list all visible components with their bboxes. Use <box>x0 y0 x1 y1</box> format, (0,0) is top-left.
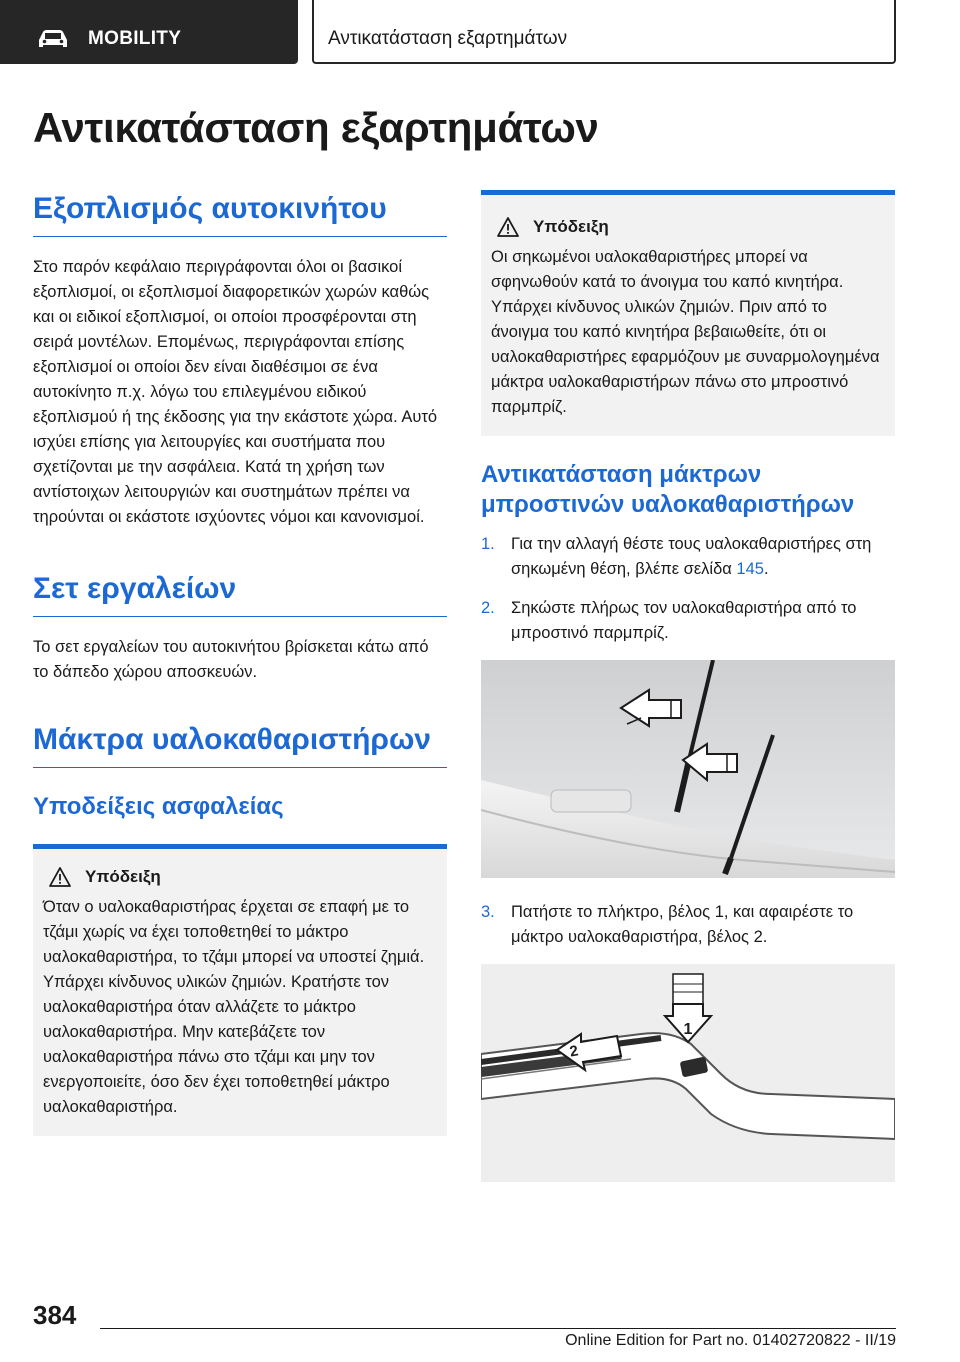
wipers-heading: Μάκτρα υαλοκαθαριστήρων <box>33 721 447 768</box>
replace-heading: Αντικατάσταση μάκτρων μπροστινών υαλοκαθαριστήρων <box>481 461 855 518</box>
wiper-raised-figure <box>481 660 895 878</box>
page-number: 384 <box>33 1300 77 1330</box>
hood-notice <box>481 190 895 436</box>
notice-text: Όταν ο υαλοκαθαριστήρας έρχεται σε επαφή με το τζάμι χωρίς να έχει τοποθετηθεί το μάκτρο υαλοκαθαριστήρα, το τζάμι μπορεί να υποστεί ζημιά. Υπάρχει κίνδυνος υλικών ζημιών. Κρατήστε τον υαλοκαθαριστήρα όταν αλλάζετε το μάκτρο υαλοκαθαριστήρα. Μην κατεβάζετε τον υαλοκαθαριστήρα πάνω στο τζάμι και μην τον ενεργοποιείτε, όσο δεν έχει τοποθετηθεί μάκτρο υαλοκαθαριστήρα. <box>43 898 425 1116</box>
equipment-text: Στο παρόν κεφάλαιο περιγράφονται όλοι οι βασικοί εξοπλισμοί, οι εξοπλισμοί διαφορετικών χωρών καθώς και οι ειδικοί εξοπλισμοί, οι οποίοι προσφέρονται στη σειρά μοντέλων. Επομένως, περιγράφονται επίσης εξοπλισμοί οι οποίοι δεν είναι διαθέσιμοι σε ένα αυτοκίνητο π.χ. λόγω του επιλεγμένου ειδικού εξοπλισμού ή της έκδοσης για την εκάστοτε χώρα. Αυτό ισχύει επίσης για λειτουργίες και συστήματα που σχετίζονται με την ασφάλεια. Κατά τη χρήση των αντίστοιχων λειτουργιών και συστημάτων πρέπει να τηρούνται οι εκάστοτε ισχύοντες νόμοι και κανονισμοί. <box>33 258 438 526</box>
arrow-label-2: 2 <box>568 1042 580 1061</box>
step-number: 3. <box>481 903 495 921</box>
wiper-release-figure <box>481 964 895 1182</box>
header-chapter-tab <box>312 0 896 64</box>
arrow-label-1: 1 <box>683 1021 693 1038</box>
step-text-end: . <box>763 560 769 578</box>
footer-rule <box>100 1328 896 1329</box>
step-number: 2. <box>481 599 495 617</box>
notice-title: Υπόδειξη <box>85 867 161 886</box>
header-section-label: MOBILITY <box>88 28 182 49</box>
notice-title: Υπόδειξη <box>533 217 609 236</box>
page-link[interactable]: 145 <box>736 560 764 578</box>
toolkit-text: Το σετ εργαλείων του αυτοκινήτου βρίσκεται κάτω από το δάπεδο χώρου αποσκευών. <box>33 638 429 681</box>
step-text: Σηκώστε πλήρως τον υαλοκαθαριστήρα από το μπροστινό παρμπρίζ. <box>511 599 857 642</box>
step-number: 1. <box>481 535 495 553</box>
right-column <box>481 190 895 1182</box>
header-section-tab <box>0 0 298 64</box>
step-item <box>481 900 895 950</box>
notice-text: Οι σηκωμένοι υαλοκαθαριστήρες μπορεί να σφηνωθούν κατά το άνοιγμα του καπό κινητήρα. Υπάρχει κίνδυνος υλικών ζημιών. Πριν από το άνοιγμα του καπό κινητήρα βεβαιωθείτε, ότι οι υαλοκαθαριστήρες εφαρμόζουν με συναρμολογημένα μάκτρα υαλοκαθαριστήρων πάνω στο μπροστινό παρμπρίζ. <box>491 248 880 416</box>
step-text: Για την αλλαγή θέστε τους υαλοκαθαριστήρες στη σηκωμένη θέση, βλέπε σελίδα <box>511 535 872 578</box>
equipment-heading: Εξοπλισμός αυτοκινήτου <box>33 190 447 237</box>
step-item <box>481 532 895 582</box>
toolkit-heading: Σετ εργαλείων <box>33 570 447 617</box>
left-column <box>33 190 447 1136</box>
car-icon <box>36 28 70 50</box>
header-chapter-title: Αντικατάσταση εξαρτημάτων <box>328 28 568 49</box>
step-text: Πατήστε το πλήκτρο, βέλος 1, και αφαιρέστε το μάκτρο υαλοκαθαριστήρα, βέλος 2. <box>511 903 854 946</box>
warning-icon <box>49 867 71 887</box>
steps-list-b <box>481 900 895 950</box>
steps-list-a <box>481 532 895 646</box>
step-item <box>481 596 895 646</box>
safety-heading: Υποδείξεις ασφαλείας <box>33 793 284 820</box>
page-title: Αντικατάσταση εξαρτημάτων <box>33 104 599 151</box>
safety-notice <box>33 844 447 1136</box>
warning-icon <box>497 217 519 237</box>
edition-label: Online Edition for Part no. 01402720822 - II/19 <box>565 1332 896 1349</box>
